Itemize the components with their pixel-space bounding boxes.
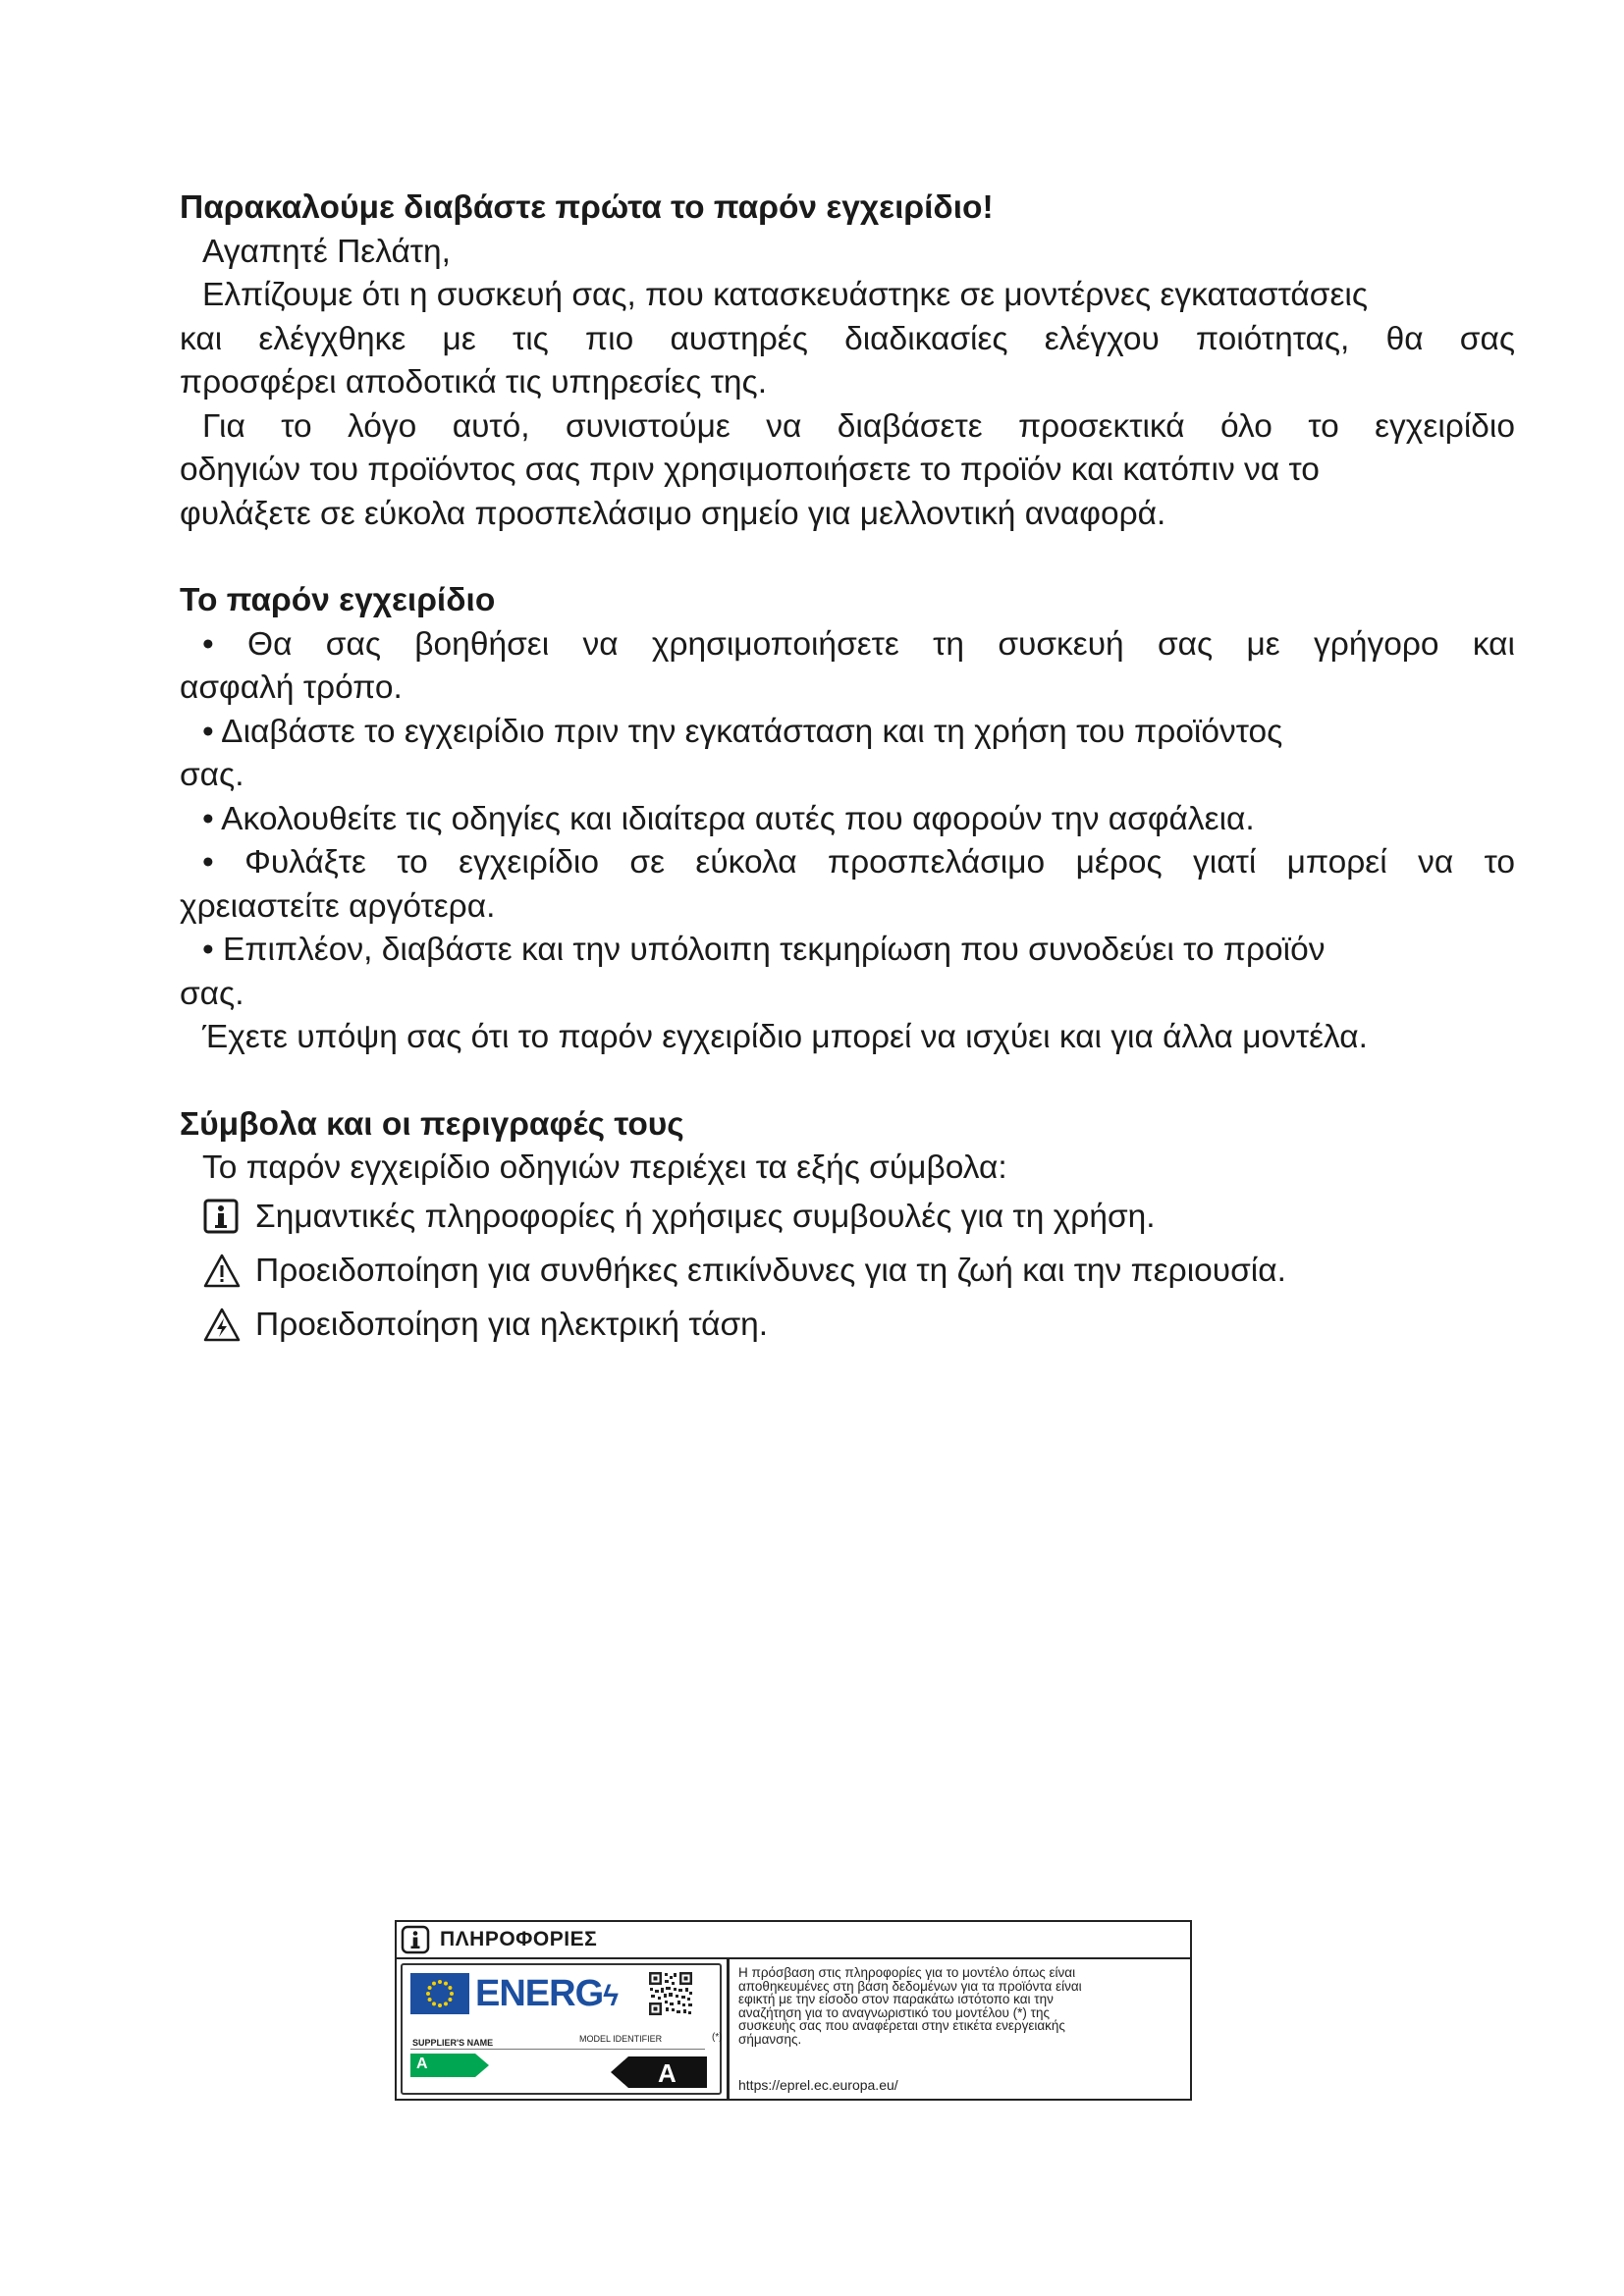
energy-label-sample [401, 1963, 722, 2095]
info-text-line: αναζήτηση για το αναγνωριστικό του μοντέλου (*) της [738, 2004, 1050, 2020]
info-text-line: Η πρόσβαση στις πληροφορίες για το μοντέλο όπως είναι [738, 1965, 1076, 1980]
product-info-box [395, 1920, 1192, 2101]
manual-heading: Το παρόν εγχειρίδιο [180, 582, 496, 618]
info-icon [202, 1198, 242, 1237]
symbol-info-text: Σημαντικές πληροφορίες ή χρήσιμες συμβουλές για τη χρήση. [255, 1199, 1156, 1235]
intro-heading: Παρακαλούμε διαβάστε πρώτα το παρόν εγχειρίδιο! [180, 189, 994, 226]
intro-paragraph-1-line-2: και ελέγχθηκε με τις πιο αυστηρές διαδικασίες ελέγχου ποιότητας, θα σας [180, 320, 1515, 357]
info-box-text [738, 1966, 1180, 2046]
symbols-intro: Το παρόν εγχειρίδιο οδηγιών περιέχει τα εξής σύμβολα: [202, 1149, 1007, 1186]
intro-paragraph-1-line-1: Ελπίζουμε ότι η συσκευή σας, που κατασκευάστηκε σε μοντέρνες εγκαταστάσεις [202, 277, 1368, 313]
eu-flag-icon [410, 1973, 469, 2014]
bullet-1-line-1: • Θα σας βοηθήσει να χρησιμοποιήσετε τη συσκευή σας με γρήγορο και [202, 625, 1515, 663]
bullet-5-line-2: σας. [180, 975, 244, 1012]
info-icon [401, 1925, 430, 1954]
info-text-line: συσκευής σας που αναφέρεται στην ετικέτα ενεργειακής [738, 2018, 1065, 2033]
warning-icon [202, 1252, 242, 1291]
bullet-3: • Ακολουθείτε τις οδηγίες και ιδιαίτερα αυτές που αφορούν την ασφάλεια. [202, 800, 1255, 837]
eprel-link[interactable]: https://eprel.ec.europa.eu/ [738, 2077, 898, 2093]
info-box-divider [727, 1959, 730, 2101]
supplier-name-label: SUPPLIER'S NAME [412, 2038, 494, 2048]
document-body [180, 187, 1515, 1353]
intro-paragraph-2-line-3: φυλάξετε σε εύκολα προσπελάσιμο σημείο για μελλοντική αναφορά. [180, 495, 1166, 532]
intro-paragraph-2-line-1: Για το λόγο αυτό, συνιστούμε να διαβάσετε προσεκτικά όλο το εγχειρίδιο [202, 407, 1515, 445]
symbol-warning-text: Προειδοποίηση για συνθήκες επικίνδυνες για τη ζωή και την περιουσία. [255, 1253, 1286, 1289]
symbol-row-electric [180, 1299, 1515, 1353]
info-box-title: ΠΛΗΡΟΦΟΡΙΕΣ [440, 1928, 598, 1950]
bullet-2-line-2: σας. [180, 757, 244, 793]
qr-code-icon [648, 1971, 693, 2016]
energy-brand: ENERGϟ [475, 1973, 619, 2014]
label-rule [410, 2049, 705, 2050]
symbols-heading: Σύμβολα και οι περιγραφές τους [180, 1105, 684, 1143]
info-box-header [397, 1922, 1190, 1959]
energy-class-arrow-black [611, 2056, 707, 2088]
manual-note: Έχετε υπόψη σας ότι το παρόν εγχειρίδιο μπορεί να ισχύει και για άλλα μοντέλα. [202, 1019, 1368, 1055]
model-note-mark: (*) [712, 2032, 723, 2043]
info-text-line: εφικτή με την είσοδο στον παρακάτω ιστότοπο και την [738, 1992, 1054, 2006]
greeting: Αγαπητέ Πελάτη, [202, 233, 451, 270]
bullet-2-line-1: • Διαβάστε το εγχειρίδιο πριν την εγκατάσταση και τη χρήση του προϊόντος [202, 713, 1283, 750]
bullet-4-line-1: • Φυλάξτε το εγχειρίδιο σε εύκολα προσπελάσιμο μέρος γιατί μπορεί να το [202, 844, 1515, 881]
bullet-1-line-2: ασφαλή τρόπο. [180, 669, 403, 706]
info-text-line: σήμανσης. [738, 2031, 802, 2047]
bullet-4-line-2: χρειαστείτε αργότερα. [180, 887, 496, 925]
intro-paragraph-1-line-3: προσφέρει αποδοτικά τις υπηρεσίες της. [180, 364, 768, 400]
bullet-5-line-1: • Επιπλέον, διαβάστε και την υπόλοιπη τεκμηρίωση που συνοδεύει το προϊόν [202, 932, 1326, 968]
energy-class-black-letter: A [658, 2058, 677, 2088]
model-identifier-label: MODEL IDENTIFIER [579, 2034, 663, 2044]
symbol-row-info [180, 1191, 1515, 1245]
intro-paragraph-2-line-2: οδηγιών του προϊόντος σας πριν χρησιμοποιήσετε το προϊόν και κατόπιν να το [180, 452, 1320, 488]
symbol-electric-text: Προειδοποίηση για ηλεκτρική τάση. [255, 1307, 769, 1343]
electric-warning-icon [202, 1306, 242, 1345]
energy-class-green-letter: A [416, 2056, 428, 2072]
energy-class-arrow-green [410, 2054, 489, 2077]
symbol-row-warning [180, 1245, 1515, 1299]
info-text-line: αποθηκευμένες στη βάση δεδομένων για τα προϊόντα είναι [738, 1978, 1082, 1994]
